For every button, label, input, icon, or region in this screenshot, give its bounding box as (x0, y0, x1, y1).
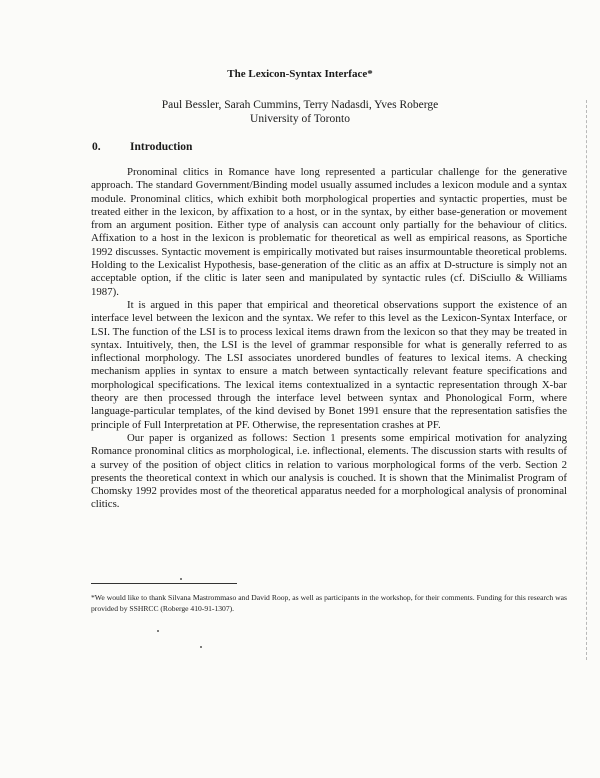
author-names: Paul Bessler, Sarah Cummins, Terry Nadasdi, Yves Roberge (161, 99, 439, 111)
scan-speck (180, 578, 182, 580)
scan-speck (157, 630, 159, 632)
paragraph-2: It is argued in this paper that empirical and theoretical observations support the existence of an interface level between the lexicon and the syntax. We refer to this level as the Lexicon-Syntax Interface, or LSI. The function of the LSI is to process lexical items drawn from the lexicon so that they may be treated in syntax. Intuitively, then, the LSI is the level of grammar responsible for what is generally referred to as inflectional morphology. The LSI associates unordered bundles of features to lexical items. A checking mechanism applies in syntax to ensure a match between syntactically relevant feature specifications and morphological specifications. The lexical items contextualized in a syntactic representation through X-bar theory are then processed through the interface level between syntax and Phonological Form, where language-particular templates, of the kind devised by Bonet 1991 ensure that the representation satisfies the principle of Full Interpretation at PF. Otherwise, the representation crashes at PF. (91, 298, 567, 431)
section-heading: Introduction (130, 141, 193, 153)
paragraph-3: Our paper is organized as follows: Section 1 presents some empirical motivation for analyzing Romance pronominal clitics as morphological, i.e. inflectional, elements. The discussion starts with results of a survey of the position of object clitics in relation to various morphological forms of the verb. Section 2 presents the theoretical context in which our analysis is couched. It is shown that the Minimalist Program of Chomsky 1992 provides most of the theoretical apparatus needed for a morphological analysis of pronominal clitics. (91, 431, 567, 511)
footnote: *We would like to thank Silvana Mastrommaso and David Roop, as well as participants in the workshop, for their comments. Funding for this research was provided by SSHRCC (Roberge 410-91-1307). (91, 593, 567, 613)
paragraph-1: Pronominal clitics in Romance have long represented a particular challenge for the generative approach. The standard Government/Binding model usually assumed includes a lexicon module and a syntax module. Pronominal clitics, which exhibit both morphological properties and syntactic properties, must be treated either in the lexicon, by affixation to a host, or in the syntax, by either base-generation or movement from an argument position. Either type of analysis can account only partially for the behaviour of clitics. Affixation to a host in the lexicon is problematic for theoretical as well as empirical reasons, as Sportiche 1992 discusses. Syntactic movement is empirically motivated but raises insurmountable theoretical problems. Holding to the Lexicalist Hypothesis, base-generation of the clitic as an affix at D-structure is simply not an acceptable option, if the clitic is later seen and manipulated by syntactic rules (cf. DiSciullo & Williams 1987). (91, 166, 567, 298)
body-text (91, 166, 567, 512)
author-affiliation: University of Toronto (250, 113, 350, 125)
section-number: 0. (92, 141, 101, 153)
footnote-separator (91, 583, 237, 584)
scan-speck (200, 646, 202, 648)
page-edge-rule (586, 100, 587, 660)
author-block (0, 98, 600, 126)
paper-title: The Lexicon-Syntax Interface* (227, 68, 373, 80)
